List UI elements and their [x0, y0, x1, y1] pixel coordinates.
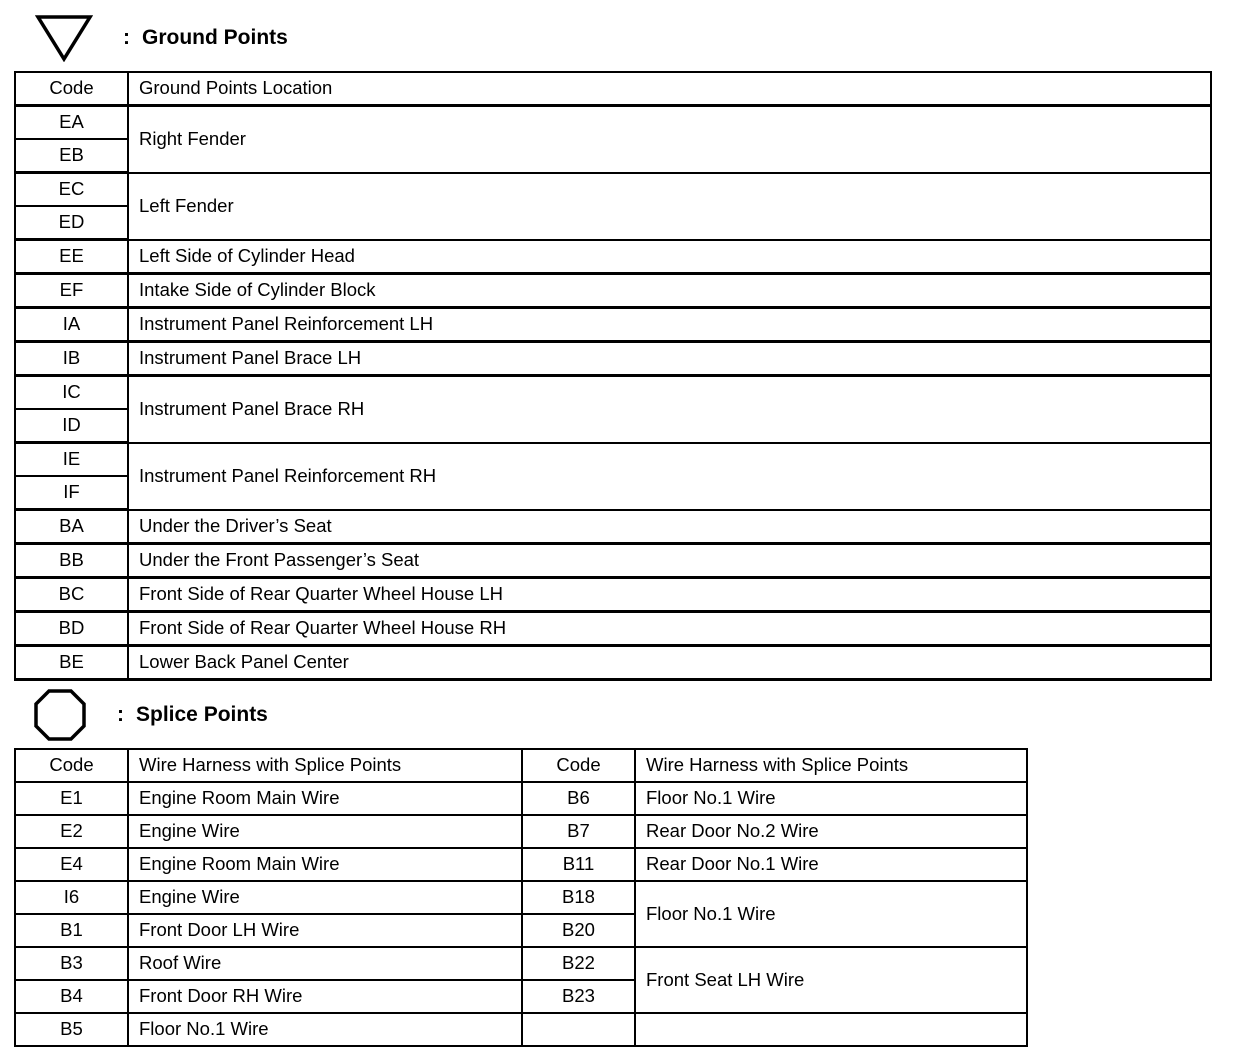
ground-location-cell: Under the Front Passenger’s Seat	[128, 544, 1211, 578]
splice-harness-cell: Front Door RH Wire	[128, 980, 522, 1013]
splice-code-cell: B6	[522, 782, 635, 815]
splice-harness-cell: Floor No.1 Wire	[635, 782, 1027, 815]
splice-harness-cell: Floor No.1 Wire	[635, 881, 1027, 947]
table-row	[15, 240, 1211, 274]
ground-code-cell: IB	[15, 342, 128, 376]
table-row	[15, 815, 1027, 848]
splice-code-cell: E1	[15, 782, 128, 815]
ground-header-location: Ground Points Location	[128, 72, 1211, 106]
splice-code-cell: B1	[15, 914, 128, 947]
ground-code-cell: EE	[15, 240, 128, 274]
ground-location-cell: Left Fender	[128, 173, 1211, 240]
splice-harness-cell	[635, 1013, 1027, 1046]
splice-code-cell: B4	[15, 980, 128, 1013]
ground-location-cell: Under the Driver’s Seat	[128, 510, 1211, 544]
ground-code-cell: EA	[15, 106, 128, 140]
ground-code-cell: EF	[15, 274, 128, 308]
splice-code-cell: I6	[15, 881, 128, 914]
ground-location-cell: Instrument Panel Brace RH	[128, 376, 1211, 443]
splice-header-code-right: Code	[522, 749, 635, 782]
ground-colon: :	[123, 26, 130, 49]
table-row	[15, 106, 1211, 140]
ground-location-cell: Instrument Panel Reinforcement RH	[128, 443, 1211, 510]
ground-code-cell: IA	[15, 308, 128, 342]
ground-code-cell: IC	[15, 376, 128, 410]
splice-code-cell: B20	[522, 914, 635, 947]
ground-points-table	[14, 71, 1212, 681]
table-row	[15, 274, 1211, 308]
ground-location-cell: Intake Side of Cylinder Block	[128, 274, 1211, 308]
splice-code-cell: B18	[522, 881, 635, 914]
splice-code-cell	[522, 1013, 635, 1046]
splice-code-cell: B23	[522, 980, 635, 1013]
ground-location-cell: Front Side of Rear Quarter Wheel House RH	[128, 612, 1211, 646]
table-row	[15, 376, 1211, 410]
splice-colon: :	[117, 703, 124, 726]
table-row	[15, 1013, 1027, 1046]
splice-header-harness-right: Wire Harness with Splice Points	[635, 749, 1027, 782]
ground-header-code: Code	[15, 72, 128, 106]
ground-location-cell: Lower Back Panel Center	[128, 646, 1211, 680]
table-row	[15, 443, 1211, 477]
table-row	[15, 782, 1027, 815]
table-row	[15, 173, 1211, 207]
splice-harness-cell: Rear Door No.2 Wire	[635, 815, 1027, 848]
table-row	[15, 947, 1027, 980]
splice-harness-cell: Engine Wire	[128, 881, 522, 914]
splice-harness-cell: Engine Wire	[128, 815, 522, 848]
ground-location-cell: Instrument Panel Reinforcement LH	[128, 308, 1211, 342]
splice-code-cell: B3	[15, 947, 128, 980]
table-row	[15, 544, 1211, 578]
splice-code-cell: E4	[15, 848, 128, 881]
ground-code-cell: BB	[15, 544, 128, 578]
table-row	[15, 342, 1211, 376]
ground-code-cell: IF	[15, 476, 128, 510]
splice-header-code-left: Code	[15, 749, 128, 782]
splice-header-harness-left: Wire Harness with Splice Points	[128, 749, 522, 782]
table-row	[15, 510, 1211, 544]
ground-code-cell: BC	[15, 578, 128, 612]
table-row	[15, 612, 1211, 646]
table-row	[15, 646, 1211, 680]
ground-points-title: Ground Points	[142, 26, 288, 49]
splice-code-cell: B22	[522, 947, 635, 980]
splice-harness-cell: Rear Door No.1 Wire	[635, 848, 1027, 881]
ground-code-cell: EB	[15, 139, 128, 173]
splice-points-header	[33, 688, 268, 742]
ground-code-cell: ED	[15, 206, 128, 240]
table-row	[15, 848, 1027, 881]
ground-location-cell: Left Side of Cylinder Head	[128, 240, 1211, 274]
ground-code-cell: ID	[15, 409, 128, 443]
triangle-ground-icon	[35, 14, 93, 62]
ground-code-cell: BD	[15, 612, 128, 646]
splice-harness-cell: Engine Room Main Wire	[128, 782, 522, 815]
ground-points-header	[35, 14, 288, 62]
splice-harness-cell: Engine Room Main Wire	[128, 848, 522, 881]
table-row	[15, 308, 1211, 342]
splice-harness-cell: Floor No.1 Wire	[128, 1013, 522, 1046]
splice-code-cell: E2	[15, 815, 128, 848]
splice-points-table	[14, 748, 1028, 1047]
splice-harness-cell: Roof Wire	[128, 947, 522, 980]
ground-code-cell: EC	[15, 173, 128, 207]
table-row	[15, 881, 1027, 914]
ground-location-cell: Instrument Panel Brace LH	[128, 342, 1211, 376]
splice-harness-cell: Front Seat LH Wire	[635, 947, 1027, 1013]
ground-header-row	[15, 72, 1211, 106]
ground-code-cell: BA	[15, 510, 128, 544]
octagon-splice-icon	[33, 688, 87, 742]
splice-code-cell: B5	[15, 1013, 128, 1046]
table-row	[15, 578, 1211, 612]
ground-code-cell: BE	[15, 646, 128, 680]
splice-code-cell: B7	[522, 815, 635, 848]
splice-points-title: Splice Points	[136, 703, 268, 726]
splice-harness-cell: Front Door LH Wire	[128, 914, 522, 947]
ground-location-cell: Right Fender	[128, 106, 1211, 173]
splice-header-row	[15, 749, 1027, 782]
splice-code-cell: B11	[522, 848, 635, 881]
ground-location-cell: Front Side of Rear Quarter Wheel House LH	[128, 578, 1211, 612]
ground-code-cell: IE	[15, 443, 128, 477]
